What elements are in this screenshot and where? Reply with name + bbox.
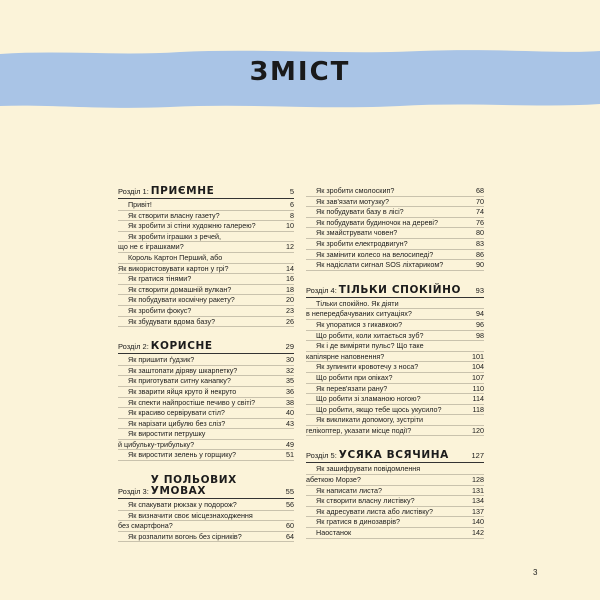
section-name: УСЯКА ВСЯЧИНА	[338, 449, 449, 462]
toc-entry[interactable]	[118, 387, 294, 398]
toc-entry[interactable]	[306, 309, 484, 320]
entry-page: 137	[472, 506, 484, 516]
toc-entry[interactable]	[118, 295, 294, 306]
entry-title: Що робити зі зламаною ногою?	[316, 394, 421, 404]
entry-title: Як створити домашній вулкан?	[128, 284, 232, 294]
toc-entry[interactable]	[306, 464, 484, 475]
toc-entry[interactable]	[306, 507, 484, 518]
entry-title: Як виростити зелень у горщику?	[128, 450, 237, 460]
toc-entry[interactable]	[118, 317, 294, 328]
entry-page: 134	[472, 496, 484, 506]
toc-entry[interactable]	[118, 521, 294, 532]
toc-section	[306, 285, 484, 437]
toc-section	[118, 186, 294, 327]
entry-title: Як зварити яйця круто й некруто	[128, 386, 237, 396]
entry-page: 131	[472, 485, 484, 495]
section-heading	[306, 450, 484, 463]
toc-entry[interactable]	[306, 528, 484, 539]
entry-title: Як виростити петрушку	[128, 429, 206, 439]
entry-page: 76	[476, 217, 484, 227]
entry-title: Як пришити ґудзик?	[128, 355, 195, 365]
entry-title: Як перев'язати рану?	[316, 383, 388, 393]
toc-entry[interactable]	[118, 408, 294, 419]
entry-page: 120	[472, 425, 484, 435]
entry-title: Як нарізати цибулю без сліз?	[128, 418, 226, 428]
entry-page: 104	[472, 362, 484, 372]
entry-title: Як змайструвати човен?	[316, 228, 398, 238]
entry-page: 70	[476, 196, 484, 206]
entry-title: Як зашифрувати повідомлення	[316, 464, 421, 474]
entry-title: Як зробити іграшки з речей,	[128, 231, 221, 241]
entry-title: Як зробити смолоскип?	[316, 186, 395, 195]
entry-title: Як надіслати сигнал SOS ліхтариком?	[316, 260, 444, 270]
toc-column-right	[306, 186, 484, 553]
entry-title: Як зробити електродвигун?	[316, 238, 408, 248]
entry-page: 40	[286, 408, 294, 418]
entry-title: Як гратися тінями?	[128, 274, 192, 284]
entry-title: Як побудувати будиночок на дереві?	[316, 217, 438, 227]
entry-page: 107	[472, 372, 484, 382]
toc-entry[interactable]	[306, 299, 484, 310]
toc-section	[306, 186, 484, 271]
entry-page: 80	[476, 228, 484, 238]
entry-title: Як збудувати вдома базу?	[128, 316, 216, 326]
entry-page: 18	[286, 284, 294, 294]
toc-entry[interactable]	[306, 239, 484, 250]
entry-page: 38	[286, 397, 294, 407]
toc-entry[interactable]	[118, 366, 294, 377]
toc-entry[interactable]	[306, 352, 484, 363]
toc-entry[interactable]	[118, 419, 294, 430]
entry-title: Як замінити колесо на велосипеді?	[316, 249, 434, 259]
toc-entry[interactable]	[306, 517, 484, 528]
entry-title: Як зробити фокус?	[128, 305, 192, 315]
toc-section	[118, 341, 294, 461]
section-name: КОРИСНЕ	[150, 340, 213, 353]
entry-page: 32	[286, 365, 294, 375]
entry-title: Як красиво сервірувати стіл?	[128, 408, 225, 418]
entry-page: 140	[472, 517, 484, 527]
toc-entry[interactable]	[306, 496, 484, 507]
entry-page: 6	[290, 200, 294, 209]
toc-entry[interactable]	[118, 398, 294, 409]
entry-page: 114	[472, 394, 484, 404]
entry-title: Як побудувати космічну ракету?	[128, 295, 235, 305]
toc-entry[interactable]	[306, 362, 484, 373]
entry-page: 23	[286, 305, 294, 315]
toc-entry[interactable]	[118, 450, 294, 461]
entry-title: Що робити при опіках?	[316, 372, 393, 382]
section-page: 5	[289, 187, 294, 196]
toc-entry[interactable]	[118, 264, 294, 275]
toc-entry[interactable]	[306, 384, 484, 395]
toc-entry[interactable]	[306, 394, 484, 405]
toc-entry[interactable]	[118, 253, 294, 264]
section-heading	[306, 285, 484, 298]
entry-page: 90	[476, 260, 484, 270]
toc-column-left	[118, 186, 294, 556]
page-number: 3	[533, 568, 538, 577]
entry-title: Привіт!	[128, 200, 152, 209]
toc-entry[interactable]	[306, 331, 484, 342]
entry-page: 20	[286, 295, 294, 305]
section-name: ТІЛЬКИ СПОКІЙНО	[338, 283, 462, 296]
entry-title: Як використовувати картон у грі?	[118, 263, 229, 273]
entry-title: Як упоратися з гикавкою?	[316, 319, 403, 329]
entry-page: 142	[472, 528, 484, 538]
entry-title: Як розпалити вогонь без сірників?	[128, 531, 242, 541]
toc-entry[interactable]	[118, 200, 294, 211]
entry-page: 49	[286, 439, 294, 449]
entry-title: й цибульку-трибульку?	[118, 439, 195, 449]
toc-entry[interactable]	[306, 207, 484, 218]
entry-title: Король Картон Перший, або	[128, 252, 223, 262]
entry-title: Як створити власну газету?	[128, 210, 220, 220]
entry-page: 51	[286, 450, 294, 460]
entry-page: 101	[472, 351, 484, 361]
entry-page: 94	[476, 309, 484, 319]
toc-entry[interactable]	[306, 250, 484, 261]
toc-entry[interactable]	[118, 211, 294, 222]
section-label: Розділ 5:	[306, 451, 337, 461]
toc-entry[interactable]	[306, 260, 484, 271]
toc-entry[interactable]	[306, 475, 484, 486]
entry-title: Тільки спокійно. Як діяти	[316, 298, 399, 308]
entry-title: Як приготувати ситну канапку?	[128, 376, 231, 386]
toc-entry[interactable]	[118, 376, 294, 387]
toc-entry[interactable]	[118, 306, 294, 317]
entry-title: Як побудувати базу в лісі?	[316, 207, 404, 217]
entry-title: Як спекти найпростіше печиво у світі?	[128, 397, 256, 407]
entry-page: 56	[286, 500, 294, 510]
entry-title: в непередбачуваних ситуаціях?	[306, 309, 412, 319]
entry-page: 10	[286, 221, 294, 231]
entry-page: 43	[286, 418, 294, 428]
entry-page: 110	[472, 383, 484, 393]
entry-page: 12	[286, 242, 294, 252]
toc-entry[interactable]	[306, 186, 484, 197]
entry-title: Що робити, коли хитається зуб?	[316, 330, 424, 340]
section-name: У ПОЛЬОВИХ УМОВАХ	[150, 474, 237, 498]
toc-entry[interactable]	[118, 440, 294, 451]
entry-page: 64	[286, 531, 294, 541]
section-page: 93	[475, 285, 484, 295]
entry-page: 60	[286, 521, 294, 531]
toc-entry[interactable]	[118, 511, 294, 522]
toc-entry[interactable]	[118, 532, 294, 543]
toc-entry[interactable]	[306, 197, 484, 208]
entry-page: 35	[286, 376, 294, 386]
toc-entry[interactable]	[118, 221, 294, 232]
toc-entry[interactable]	[306, 486, 484, 497]
toc-entry[interactable]	[118, 500, 294, 511]
toc-entry[interactable]	[118, 232, 294, 243]
section-label: Розділ 3:	[118, 487, 149, 497]
entry-page: 96	[476, 319, 484, 329]
entry-title: Наостанок	[316, 528, 352, 538]
entry-title: що не є іграшками?	[118, 242, 184, 252]
section-heading	[118, 341, 294, 354]
entry-title: Як викликати допомогу, зустріти	[316, 415, 424, 425]
entry-page: 36	[286, 386, 294, 396]
entry-page: 16	[286, 274, 294, 284]
entry-page: 128	[472, 475, 484, 485]
entry-title: Як створити власну листівку?	[316, 496, 415, 506]
section-name: ПРИЄМНЕ	[150, 185, 215, 197]
entry-title: Як визначити своє місцезнаходження	[128, 510, 253, 520]
section-page: 127	[471, 451, 484, 461]
entry-page: 30	[286, 355, 294, 365]
toc-entry[interactable]	[306, 373, 484, 384]
entry-title: Як адресувати листа або листівку?	[316, 506, 434, 516]
entry-title: Як зав'язати мотузку?	[316, 196, 390, 206]
toc-entry[interactable]	[118, 285, 294, 296]
entry-page: 118	[472, 404, 484, 414]
entry-page: 74	[476, 207, 484, 217]
section-heading	[118, 186, 294, 199]
entry-title: Як спакувати рюкзак у подорож?	[128, 500, 237, 510]
toc-entry[interactable]	[118, 429, 294, 440]
entry-page: 86	[476, 249, 484, 259]
toc-section	[118, 475, 294, 542]
entry-title: гелікоптер, указати місце події?	[306, 425, 412, 435]
entry-page: 26	[286, 316, 294, 326]
entry-title: Що робити, якщо тебе щось укусило?	[316, 404, 442, 414]
toc-entry[interactable]	[306, 228, 484, 239]
page-title: ЗМІСТ	[249, 57, 351, 87]
entry-page: 8	[290, 210, 294, 220]
entry-page: 83	[476, 238, 484, 248]
entry-page: 68	[476, 186, 484, 195]
toc-entry[interactable]	[306, 218, 484, 229]
entry-title: Як зупинити кровотечу з носа?	[316, 362, 419, 372]
entry-page: 98	[476, 330, 484, 340]
section-label: Розділ 4:	[306, 285, 337, 295]
entry-title: без смартфона?	[118, 521, 173, 531]
section-label: Розділ 2:	[118, 342, 149, 352]
section-heading	[118, 475, 294, 499]
section-page: 29	[285, 342, 294, 352]
toc-entry[interactable]	[306, 415, 484, 426]
entry-title: Як написати листа?	[316, 485, 382, 495]
toc-entry[interactable]	[306, 341, 484, 352]
toc-entry[interactable]	[118, 274, 294, 285]
toc-entry[interactable]	[118, 242, 294, 253]
section-page: 55	[285, 487, 294, 497]
toc-entry[interactable]	[306, 320, 484, 331]
toc-entry[interactable]	[118, 355, 294, 366]
entry-page: 14	[286, 263, 294, 273]
entry-title: Як гратися в динозаврів?	[316, 517, 401, 527]
toc-entry[interactable]	[306, 405, 484, 416]
entry-title: Як і де виміряти пульс? Що таке	[316, 341, 424, 351]
entry-title: Як заштопати діряву шкарпетку?	[128, 365, 238, 375]
section-label: Розділ 1:	[118, 187, 149, 196]
toc-section	[306, 450, 484, 538]
entry-title: Як зробити зі стіни художню галерею?	[128, 221, 256, 231]
entry-title: абеткою Морзе?	[306, 475, 361, 485]
entry-title: капілярне наповнення?	[306, 351, 385, 361]
toc-entry[interactable]	[306, 426, 484, 437]
